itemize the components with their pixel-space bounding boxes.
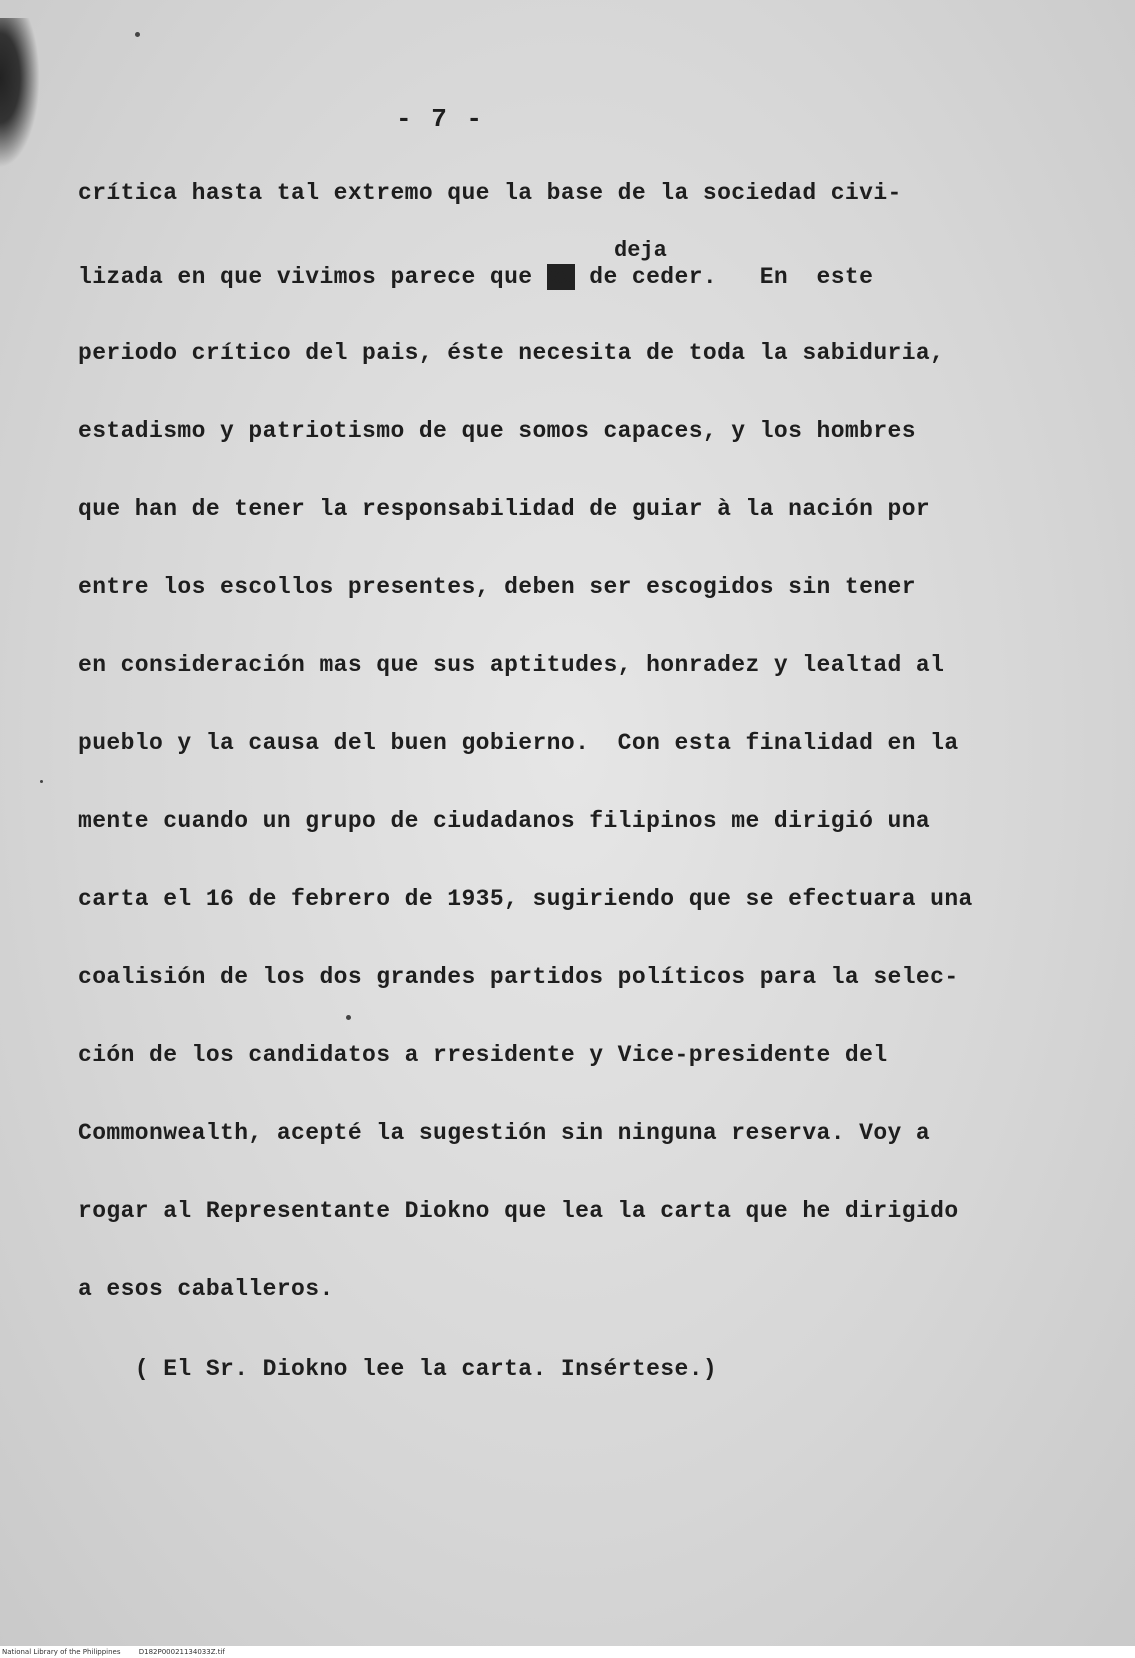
text-line: mente cuando un grupo de ciudadanos filipinos me dirigió una [78,808,931,834]
text-line: Commonwealth, acepté la sugestión sin ninguna reserva. Voy a [78,1120,931,1146]
text-line-part: de ceder. En este [575,264,874,290]
scan-speck [40,780,43,783]
text-line: periodo crítico del pais, éste necesita de toda la sabiduria, [78,340,945,366]
text-line: en consideración mas que sus aptitudes, honradez y lealtad al [78,652,945,678]
struck-text: xx [546,264,576,290]
scan-shadow [0,18,40,168]
text-line: que han de tener la responsabilidad de guiar à la nación por [78,496,931,522]
text-line: rogar al Representante Diokno que lea la carta que he dirigido [78,1198,959,1224]
text-line: entre los escollos presentes, deben ser escogidos sin tener [78,574,916,600]
text-line-part: lizada en que vivimos parece que [78,264,547,290]
text-line: coalisión de los dos grandes partidos políticos para la selec- [78,964,959,990]
text-line: ción de los candidatos a rresidente y Vice-presidente del [78,1042,888,1068]
text-line [78,264,873,290]
text-line: carta el 16 de febrero de 1935, sugiriendo que se efectuara una [78,886,973,912]
text-line: a esos caballeros. [78,1276,334,1302]
text-line: pueblo y la causa del buen gobierno. Con esta finalidad en la [78,730,959,756]
text-line: estadismo y patriotismo de que somos capaces, y los hombres [78,418,916,444]
text-line: crítica hasta tal extremo que la base de la sociedad civi- [78,180,902,206]
footer-file: D182P00021134033Z.tif [138,1648,225,1656]
handwritten-correction: deja [614,238,667,263]
scan-footer [0,1646,1135,1658]
page-number: - 7 - [395,104,484,134]
scan-speck [346,1015,351,1020]
footer-library: National Library of the Philippines [2,1648,121,1656]
scan-speck [135,32,140,37]
text-line: ( El Sr. Diokno lee la carta. Insértese.) [78,1356,718,1382]
